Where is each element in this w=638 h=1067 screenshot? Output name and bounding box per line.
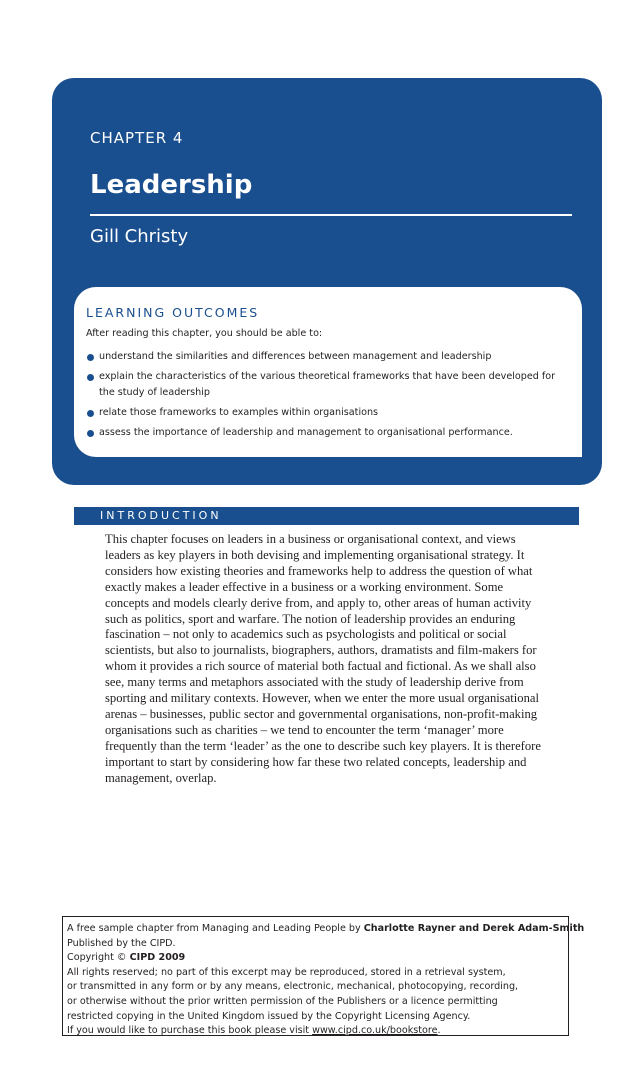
footer-line-copyright [67, 951, 568, 966]
learning-outcome-item [86, 369, 571, 401]
footer-copyright-text: Copyright © [67, 952, 130, 964]
chapter-author: Gill Christy [90, 226, 189, 247]
bookstore-link[interactable]: www.cipd.co.uk/bookstore [312, 1025, 438, 1037]
learning-outcomes-box [74, 287, 582, 457]
introduction-paragraph: This chapter focuses on leaders in a business or organisational context, and views leaders as key players in both devising and implementing organisational strategy. It considers how existing theories and frameworks help to address the question of what exactly makes a leader effective in a business or a working environment. Some concepts and models clearly derive from, and apply to, other areas of human activity such as politics, sport and warfare. The notion of leadership provides an enduring fascination – not only to academics such as psychologists and political or social scientists, but also to journalists, biographers, authors, dramatists and film-makers for whom it provides a rich source of material both factual and fictional. As we shall also see, many terms and metaphors associated with the study of leadership derive from sporting and military contexts. However, when we enter the more usual organisational arenas – businesses, public sector and governmental organisations, non-profit-making organisations such as charities – we tend to encounter the term ‘manager’ more frequently than the term ‘leader’ as the one to describe such key players. It is therefore important to start by considering how far these two related concepts, leadership and management, overlap. [105, 532, 541, 785]
footer-source-text: A free sample chapter from Managing and Leading People by [67, 923, 364, 934]
learning-outcome-item [86, 349, 571, 365]
footer-purchase-suffix: . [437, 1025, 441, 1037]
learning-outcome-text: explain the characteristics of the various theoretical frameworks that have been developed for the study of leadership [99, 371, 556, 398]
learning-outcome-item [86, 405, 571, 421]
bullet-icon [87, 430, 94, 437]
footer-purchase-text: If you would like to purchase this book please visit [67, 1025, 313, 1037]
introduction-heading: INTRODUCTION [100, 509, 222, 522]
introduction-header-bar [74, 507, 579, 525]
footer-line-rights-1: All rights reserved; no part of this excerpt may be reproduced, stored in a retrieval system, [67, 966, 506, 978]
chapter-title: Leadership [90, 170, 253, 200]
title-divider [90, 214, 572, 216]
footer-line-purchase [67, 1024, 568, 1039]
bullet-icon [87, 410, 94, 417]
copyright-notice-box [62, 916, 585, 1037]
learning-outcomes-heading: LEARNING OUTCOMES [86, 305, 260, 320]
bullet-icon [87, 354, 94, 361]
learning-outcome-text: understand the similarities and differences between management and leadership [99, 351, 492, 362]
chapter-number: CHAPTER 4 [90, 129, 184, 147]
footer-line-publisher: Published by the CIPD. [67, 937, 176, 949]
footer-copyright-holder: CIPD 2009 [129, 952, 186, 964]
learning-outcomes-intro: After reading this chapter, you should be able to: [86, 328, 323, 339]
footer-line-source [67, 922, 585, 937]
learning-outcome-item [86, 425, 571, 441]
footer-line-rights-4: restricted copying in the United Kingdom issued by the Copyright Licensing Agency. [67, 1010, 471, 1022]
bullet-icon [87, 374, 94, 381]
learning-outcomes-list [86, 349, 571, 445]
footer-line-rights-3: or otherwise without the prior written permission of the Publishers or a licence permitting [67, 995, 498, 1007]
footer-line-rights-2: or transmitted in any form or by any means, electronic, mechanical, photocopying, recording, [67, 981, 519, 993]
footer-authors: Charlotte Rayner and Derek Adam-Smith [363, 923, 585, 934]
learning-outcome-text: relate those frameworks to examples within organisations [99, 407, 379, 418]
learning-outcome-text: assess the importance of leadership and management to organisational performance. [99, 427, 513, 438]
